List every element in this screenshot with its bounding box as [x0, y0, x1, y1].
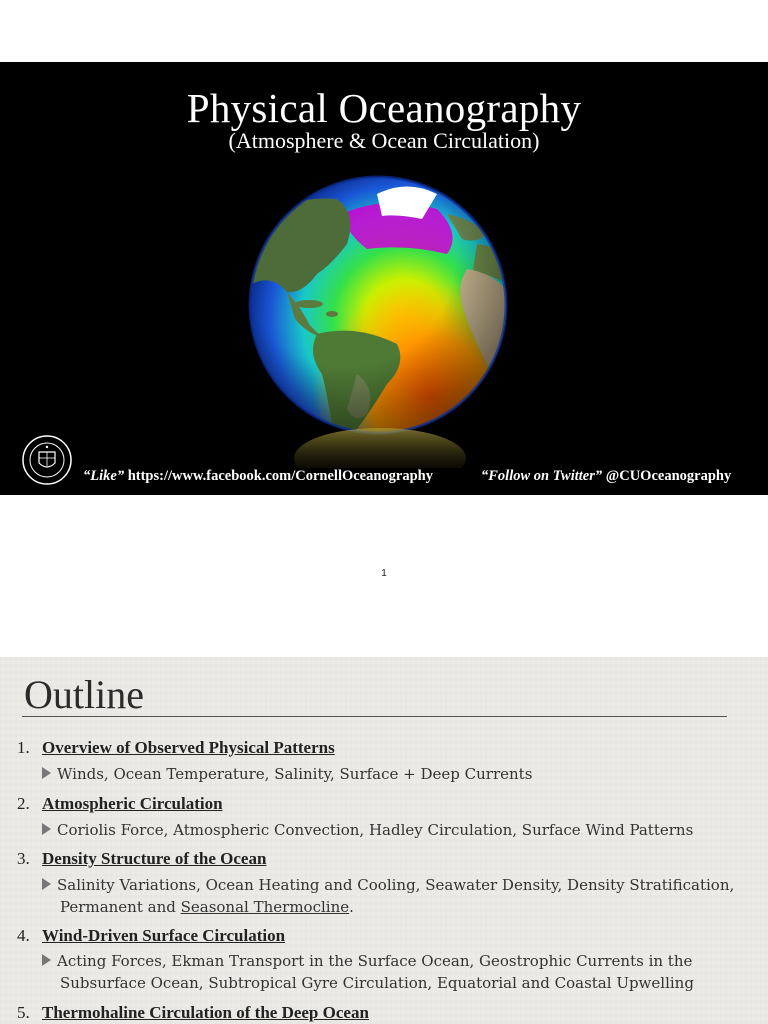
outline-slide — [0, 657, 768, 1024]
outline-title: Outline — [24, 672, 144, 717]
outline-item-5 — [17, 1003, 369, 1023]
globe-image — [247, 174, 509, 436]
page-number: 1 — [381, 568, 387, 579]
sub-text: Winds, Ocean Temperature, Salinity, Surface + Deep Currents — [57, 765, 533, 783]
follow-label: “Follow on Twitter” — [481, 468, 603, 484]
outline-item-3 — [17, 849, 266, 869]
twitter-handle[interactable]: @CUOceanography — [605, 468, 732, 484]
outline-item-1 — [17, 738, 335, 758]
bullet-triangle-icon — [42, 954, 51, 966]
item-number: 5. — [17, 1003, 30, 1022]
sub-text-part: . — [349, 898, 354, 916]
sub-text: Coriolis Force, Atmospheric Convection, Hadley Circulation, Surface Wind Patterns — [57, 821, 694, 839]
item-number: 2. — [17, 794, 30, 813]
outline-sub-4 — [42, 950, 757, 994]
sub-text: Acting Forces, Ekman Transport in the Surface Ocean, Geostrophic Currents in the — [57, 952, 693, 970]
item-label[interactable]: Atmospheric Circulation — [42, 794, 223, 813]
facebook-link[interactable] — [83, 468, 433, 485]
item-number: 1. — [17, 738, 30, 757]
item-label[interactable]: Wind-Driven Surface Circulation — [42, 926, 286, 945]
item-label[interactable]: Thermohaline Circulation of the Deep Ocean — [42, 1003, 369, 1022]
item-number: 3. — [17, 849, 30, 868]
title-slide — [0, 62, 768, 495]
cornell-seal-logo — [22, 435, 72, 485]
slide-title: Physical Oceanography — [186, 85, 582, 131]
outline-item-4 — [17, 926, 285, 946]
like-label: “Like” — [83, 468, 125, 484]
outline-sub-1 — [42, 763, 757, 785]
sub-text-continued — [42, 896, 757, 918]
bullet-triangle-icon — [42, 878, 51, 890]
sub-text-part: Permanent and — [60, 898, 181, 916]
title-divider — [22, 716, 727, 717]
bullet-triangle-icon — [42, 767, 51, 779]
outline-sub-2 — [42, 819, 757, 841]
outline-item-2 — [17, 794, 223, 814]
sub-text: Salinity Variations, Ocean Heating and Cooling, Seawater Density, Density Stratification, — [57, 876, 735, 894]
globe-reflection — [292, 428, 468, 468]
slide-subtitle: (Atmosphere & Ocean Circulation) — [228, 128, 540, 153]
item-label[interactable]: Overview of Observed Physical Patterns — [42, 738, 335, 757]
facebook-url[interactable]: https://www.facebook.com/CornellOceanography — [127, 468, 433, 484]
item-label[interactable]: Density Structure of the Ocean — [42, 849, 267, 868]
item-number: 4. — [17, 926, 30, 945]
sub-text-continued: Subsurface Ocean, Subtropical Gyre Circulation, Equatorial and Coastal Upwelling — [60, 974, 694, 992]
bullet-triangle-icon — [42, 823, 51, 835]
outline-sub-3 — [42, 874, 757, 918]
sub-text-underlined: Seasonal Thermocline — [180, 898, 350, 916]
twitter-link[interactable] — [481, 468, 731, 485]
